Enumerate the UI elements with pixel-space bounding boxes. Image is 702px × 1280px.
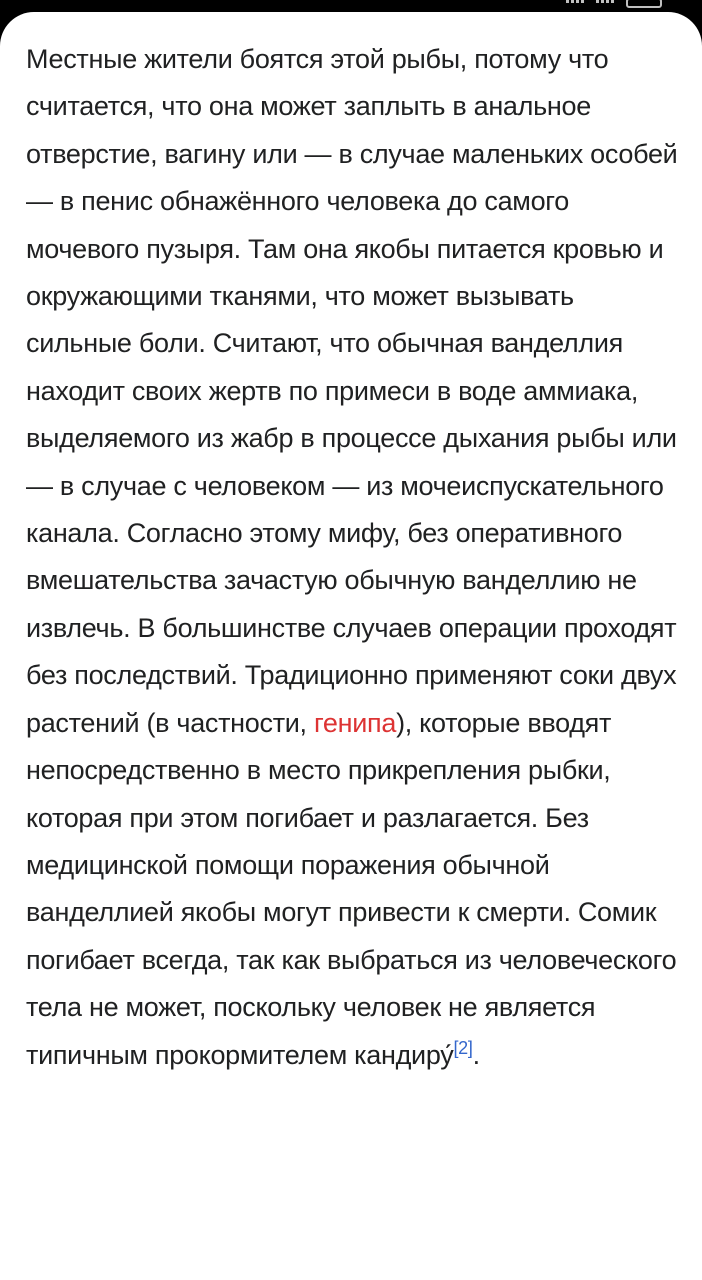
reference-link[interactable]: [2] bbox=[453, 1037, 473, 1058]
status-icons bbox=[566, 0, 662, 8]
article-card bbox=[0, 12, 702, 1280]
signal-icon-2 bbox=[596, 0, 616, 8]
article-paragraph bbox=[26, 36, 686, 1079]
paragraph-text-after-link: ), которые вводят непосредственно в место прикрепления рыбки, которая при этом погибает и разлагается. Без медицинской помощи поражения обычной ванделлией якобы могут привести к смерти. Сомик погибает всегда, так как выбраться из человеческого тела не может, поскольку человек не является типичным прокормителем кандиру́ bbox=[26, 707, 677, 1070]
paragraph-trailing-period: . bbox=[472, 1039, 480, 1070]
genipa-link[interactable]: генипа bbox=[313, 707, 397, 738]
battery-icon bbox=[626, 0, 662, 8]
status-bar bbox=[0, 0, 702, 12]
signal-icon bbox=[566, 0, 586, 8]
paragraph-text-before-link: Местные жители боятся этой рыбы, потому что считается, что она может заплыть в анальное отверстие, вагину или — в случае маленьких особей — в пенис обнажённого человека до самого мочевого пузыря. Там она якобы питается кровью и окружающими тканями, что может вызывать сильные боли. Считают, что обычная ванделлия находит своих жертв по примеси в воде аммиака, выделяемого из жабр в процессе дыхания рыбы или — в случае с человеком — из мочеиспускательного канала. Согласно этому мифу, без оперативного вмешательства зачастую обычную ванделлию не извлечь. В большинстве случаев операции проходят без последствий. Традиционно применяют соки двух растений (в частности, bbox=[26, 44, 678, 738]
